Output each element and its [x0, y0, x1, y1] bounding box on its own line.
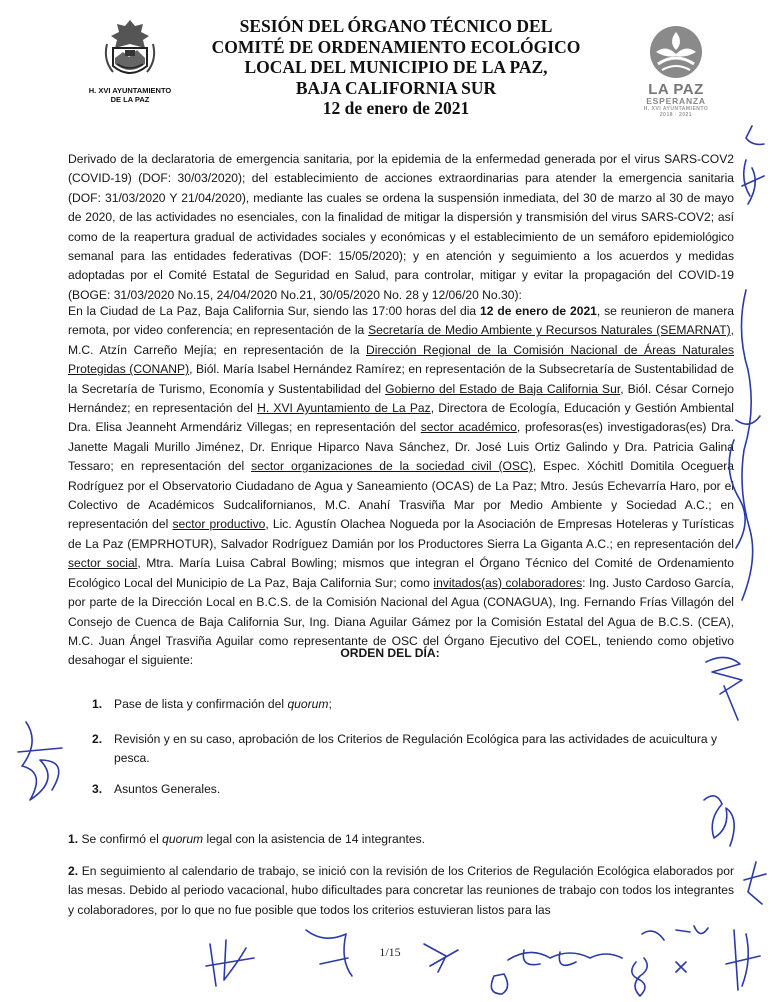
text-run: , profesoras(es) investigadoras(es) Dra. Janette Magali Murillo Jiménez, Dr. Enrique Hiparco Nava Sánchez, Dr. José Luis Ortiz Galindo y Dra. Patricia Galina Tessaro; en representación del — [68, 420, 734, 474]
signature-right-vertical — [736, 290, 760, 600]
initial-mark-top-right — [746, 126, 764, 144]
agenda-item-text — [114, 695, 734, 714]
agenda-heading: ORDEN DEL DÍA: — [340, 646, 440, 660]
sector-productivo: sector productivo — [172, 517, 266, 532]
agenda-item-number: 1. — [92, 697, 103, 711]
institution-gobierno-bcs: Gobierno del Estado de Baja California Sur — [385, 381, 621, 396]
resolution-number: 1. — [68, 832, 79, 846]
text-run: , Biól. María Isabel Hernández Ramírez; en representación de la Subsecretaría de Sustentabilidad de la Secretaría de Turismo, Economía y Sustentabilidad del — [68, 362, 734, 396]
title-line: COMITÉ DE ORDENAMIENTO ECOLÓGICO — [211, 36, 581, 57]
text-run: Se confirmó el — [78, 832, 163, 846]
text-run-italic: quorum — [287, 697, 329, 711]
intro-paragraph: Derivado de la declaratoria de emergencia sanitaria, por la epidemia de la enfermedad generada por el virus SARS-COV2 (COVID-19) (DOF: 30/03/2020); del establecimiento de acciones extraordinarias para atender la emergencia sanitaria (DOF: 31/03/2020 Y 21/04/2020), mediante las cuales se ordena la suspensión inmediata, del 30 de marzo al 30 de mayo de 2020, de las actividades no esenciales, con la finalidad de mitigar la dispersión y transmisión del virus SARS-COV2; así como de la reapertura gradual de actividades sociales y económicas y el establecimiento de un semáforo epidemiológico semanal para las entidades federativas (DOF: 15/05/2020); y en atención y seguimiento a los acuerdos y medidas adoptadas por el Comité Estatal de Seguridad en Salud, para controlar, mitigar y evitar la propagación del COVID-19 (BOGE: 31/03/2020 No.15, 24/04/2020 No.21, 30/05/2020 No. 28 y 12/06/20 No.30): — [68, 152, 734, 302]
agenda-item-text: Revisión y en su caso, aprobación de los Criterios de Regulación Ecológica para las actividades de acuicultura y pesca. — [114, 732, 718, 765]
coat-of-arms-icon — [99, 14, 161, 84]
institution-conanp: Dirección Regional de la Comisión Nacional de Áreas Naturales Protegidas (CONANP) — [68, 342, 734, 377]
agenda-item-number: 3. — [92, 782, 103, 796]
meeting-date: 12 de enero de 2021 — [480, 304, 597, 318]
signature-left-margin — [18, 722, 62, 800]
left-logo-caption-1: H. XVI AYUNTAMIENTO — [88, 86, 172, 95]
la-paz-logo — [630, 22, 722, 118]
text-run: ; — [328, 697, 332, 711]
text-run: En la Ciudad de La Paz, Baja California Sur, siendo las 17:00 horas del dia — [68, 304, 481, 318]
signature-bottom-x — [676, 962, 686, 972]
left-logo-caption-2: DE LA PAZ — [110, 95, 150, 104]
initial-mark-right-bottom — [744, 862, 766, 904]
initial-mark-right-1 — [742, 160, 764, 204]
agenda-item — [92, 780, 734, 799]
institution-ayuntamiento: H. XVI Ayuntamiento de La Paz — [257, 401, 431, 416]
sector-academico: sector académico — [420, 420, 517, 435]
title-line: SESIÓN DEL ÓRGANO TÉCNICO DEL — [239, 16, 553, 36]
la-paz-logo-tagline: ESPERANZA — [646, 96, 706, 106]
signature-bottom-right — [726, 930, 760, 990]
signature-bottom-initials — [642, 926, 708, 940]
text-run: , Lic. Agustín Olachea Nogueda por la Asociación de Empresas Hoteleras y Turísticas de La Paz (EMPRHOTUR), Salvador Rodríguez Damián por los Productores Sierra La Giganta A.C.; en representación del — [68, 517, 734, 551]
text-run: legal con la asistencia de 14 integrantes. — [203, 832, 426, 846]
agenda-item-number: 2. — [92, 732, 103, 746]
signature-bottom-8 — [632, 958, 647, 996]
resolution-2 — [68, 862, 734, 920]
la-paz-emblem-icon — [638, 22, 714, 78]
la-paz-logo-years: 2018 · 2021 — [659, 112, 693, 118]
text-run: : Ing. Justo Cardoso García, por parte de la Dirección Local en B.C.S. de la Comisión Nacional del Agua (CONAGUA), Ing. Fernando Frías Villagón del Consejo de Cuenca de Baja California Sur, Ing. Diana Aguilar Gámez por la Comisión Estatal del Agua de B.C.S. (CEA), M.C. Juan Ángel Trasviña Aguilar como representante de OSC del Órgano Ejecutivo del COEL, teniendo como objetivo desahogar el siguiente: — [68, 575, 734, 668]
resolution-1 — [68, 830, 734, 849]
text-run-italic: quorum — [162, 832, 204, 846]
text-run: En seguimiento al calendario de trabajo, se inició con la revisión de los Criterios de Regulación Ecológica elaborados por las mesas. Debido al periodo vacacional, hubo dificultades para concretar las reuniones de trabajo con todos los integrantes y colaboradores, por lo que no fue posible que todos los criterios estuvieran listos para las — [68, 864, 734, 917]
title-date: 12 de enero de 2021 — [322, 98, 470, 118]
invitados-colaboradores: invitados(as) colaboradores — [433, 575, 583, 590]
text-run: , Directora de Ecología, Educación y Gestión Ambiental Dra. Elisa Jeanneht Armendáriz Villegas; en representación del — [68, 401, 734, 435]
institution-semarnat: Secretaría de Medio Ambiente y Recursos Naturales (SEMARNAT) — [368, 323, 731, 338]
text-run: , Espec. Xóchitl Domitila Oceguera Rodríguez por el Observatorio Ciudadano de Agua y Saneamiento (OCAS) de La Paz; Mtro. Jesús Echevarría Haro, por el Colectivo de Académicos Sudcalifornianos, M.C. Anahí Trasviña Mar por Medio Ambiente y Sociedad A.C.; en representación del — [68, 459, 734, 532]
sector-social: sector social — [68, 556, 138, 571]
text-run: , se reunieron de manera remota, por video conferencia; en representación de la — [68, 304, 734, 338]
resolution-number: 2. — [68, 864, 79, 878]
attendance-paragraph — [68, 302, 734, 671]
title-line: LOCAL DEL MUNICIPIO DE LA PAZ, — [244, 57, 548, 77]
document-title — [200, 16, 592, 119]
la-paz-logo-name: LA PAZ — [648, 81, 704, 98]
text-run: Pase de lista y confirmación del — [114, 697, 288, 711]
sector-osc: sector organizaciones de la sociedad civil (OSC) — [251, 459, 533, 474]
page-number: 1/15 — [379, 945, 401, 959]
title-line: BAJA CALIFORNIA SUR — [295, 77, 497, 98]
agenda-item — [92, 695, 734, 714]
agenda-item — [92, 730, 734, 768]
text-run: , M.C. Atzín Carreño Mejía; en representación de la — [68, 323, 734, 357]
text-run: , Biól. César Cornejo Hernández; en representación del — [68, 381, 734, 416]
agenda-item-text: Asuntos Generales. — [114, 782, 221, 796]
ayuntamiento-coat-of-arms-logo — [82, 14, 178, 104]
signature-bottom-a — [491, 974, 507, 994]
la-paz-logo-subtitle: H. XVI AYUNTAMIENTO — [643, 106, 709, 112]
text-run: , Mtra. María Luisa Cabral Bowling; mismos que integran el Órgano Técnico del Comité de Ordenamiento Ecológico Local del Municipio de La Paz, Baja California Sur; como — [68, 556, 735, 590]
